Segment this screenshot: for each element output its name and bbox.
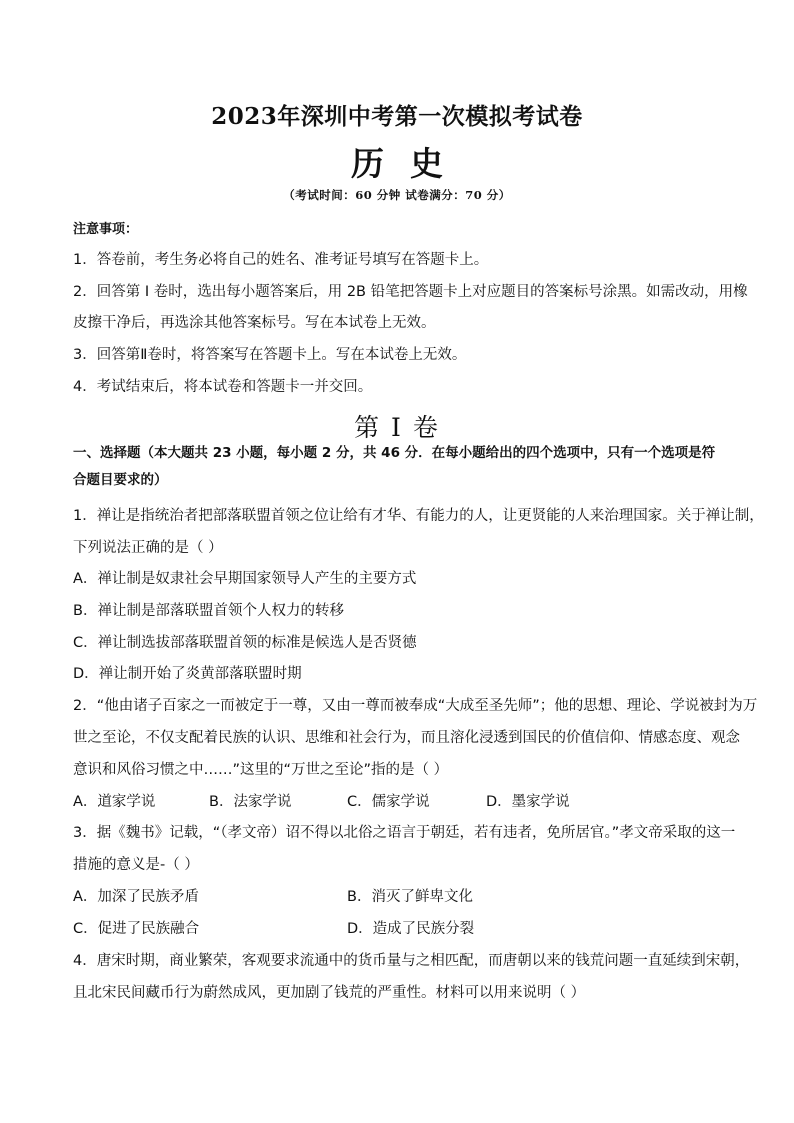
question-1-option-b: B．禅让制是部落联盟首领个人权力的转移	[73, 603, 344, 619]
subject-title: 历史	[351, 144, 469, 183]
notice-item: 2．回答第 I 卷时，选出每小题答案后，用 2B 铅笔把答题卡上对应题目的答案标号涂黑。如需改动，用橡	[73, 284, 748, 300]
question-3-stem: 3．据《魏书》记载，“（孝文帝）诏不得以北俗之语言于朝廷，若有违者，免所居官。”孝文帝采取的这一	[73, 825, 736, 841]
notice-item: 1．答卷前，考生务必将自己的姓名、准考证号填写在答题卡上。	[73, 252, 489, 268]
question-3-option-c: C．促进了民族融合	[73, 921, 200, 937]
question-3-option-b: B．消灭了鲜卑文化	[347, 889, 473, 905]
question-3-stem-cont: 措施的意义是-（ ）	[73, 857, 199, 873]
question-4-stem-cont: 且北宋民间藏币行为蔚然成风，更加剧了钱荒的严重性。材料可以用来说明（ ）	[73, 985, 586, 1001]
question-1-option-a: A．禅让制是奴隶社会早期国家领导人产生的主要方式	[73, 571, 417, 587]
question-1-stem-cont: 下列说法正确的是（ ）	[73, 540, 223, 556]
exam-title: 2023年深圳中考第一次模拟考试卷	[211, 103, 583, 130]
question-1-option-d: D．禅让制开始了炎黄部落联盟时期	[73, 666, 302, 682]
notice-heading: 注意事项：	[73, 222, 139, 237]
question-4-stem: 4．唐宋时期，商业繁荣，客观要求流通中的货币量与之相匹配，而唐朝以来的钱荒问题一直延续到宋朝，	[73, 953, 750, 969]
question-3-option-d: D．造成了民族分裂	[347, 921, 475, 937]
notice-item: 皮擦干净后，再选涂其他答案标号。写在本试卷上无效。	[73, 315, 436, 331]
section-heading: 一、选择题（本大题共 23 小题，每小题 2 分，共 46 分．在每小题给出的四个选项中，只有一个选项是符	[73, 445, 716, 461]
question-2-option-d: D．墨家学说	[486, 794, 570, 810]
question-2-stem: 2．“他由诸子百家之一而被定于一尊，又由一尊而被奉成“大成至圣先师”；他的思想、理论、学说被封为万	[73, 698, 758, 714]
question-1-option-c: C．禅让制选拔部落联盟首领的标准是候选人是否贤德	[73, 635, 417, 651]
question-2-option-b: B．法家学说	[209, 794, 292, 810]
question-2-option-a: A．道家学说	[73, 794, 156, 810]
section-heading-cont: 合题目要求的）	[73, 472, 168, 488]
question-2-option-c: C．儒家学说	[347, 794, 430, 810]
exam-time-score: （考试时间：60 分钟 试卷满分：70 分）	[283, 188, 511, 202]
notice-item: 4．考试结束后，将本试卷和答题卡一并交回。	[73, 379, 373, 395]
notice-item: 3．回答第Ⅱ卷时，将答案写在答题卡上。写在本试卷上无效。	[73, 347, 467, 363]
question-3-option-a: A．加深了民族矛盾	[73, 889, 199, 905]
question-2-stem-cont: 世之至论，不仅支配着民族的认识、思维和社会行为，而且溶化浸透到国民的价值信仰、情感态度、观念	[73, 730, 740, 746]
question-2-stem-cont: 意识和风俗习惯之中……”这里的“万世之至论”指的是（ ）	[73, 762, 449, 778]
question-1-stem: 1．禅让是指统治者把部落联盟首领之位让给有才华、有能力的人，让更贤能的人来治理国家。关于禅让制，	[73, 508, 764, 524]
volume-title: 第 I 卷	[354, 413, 440, 442]
